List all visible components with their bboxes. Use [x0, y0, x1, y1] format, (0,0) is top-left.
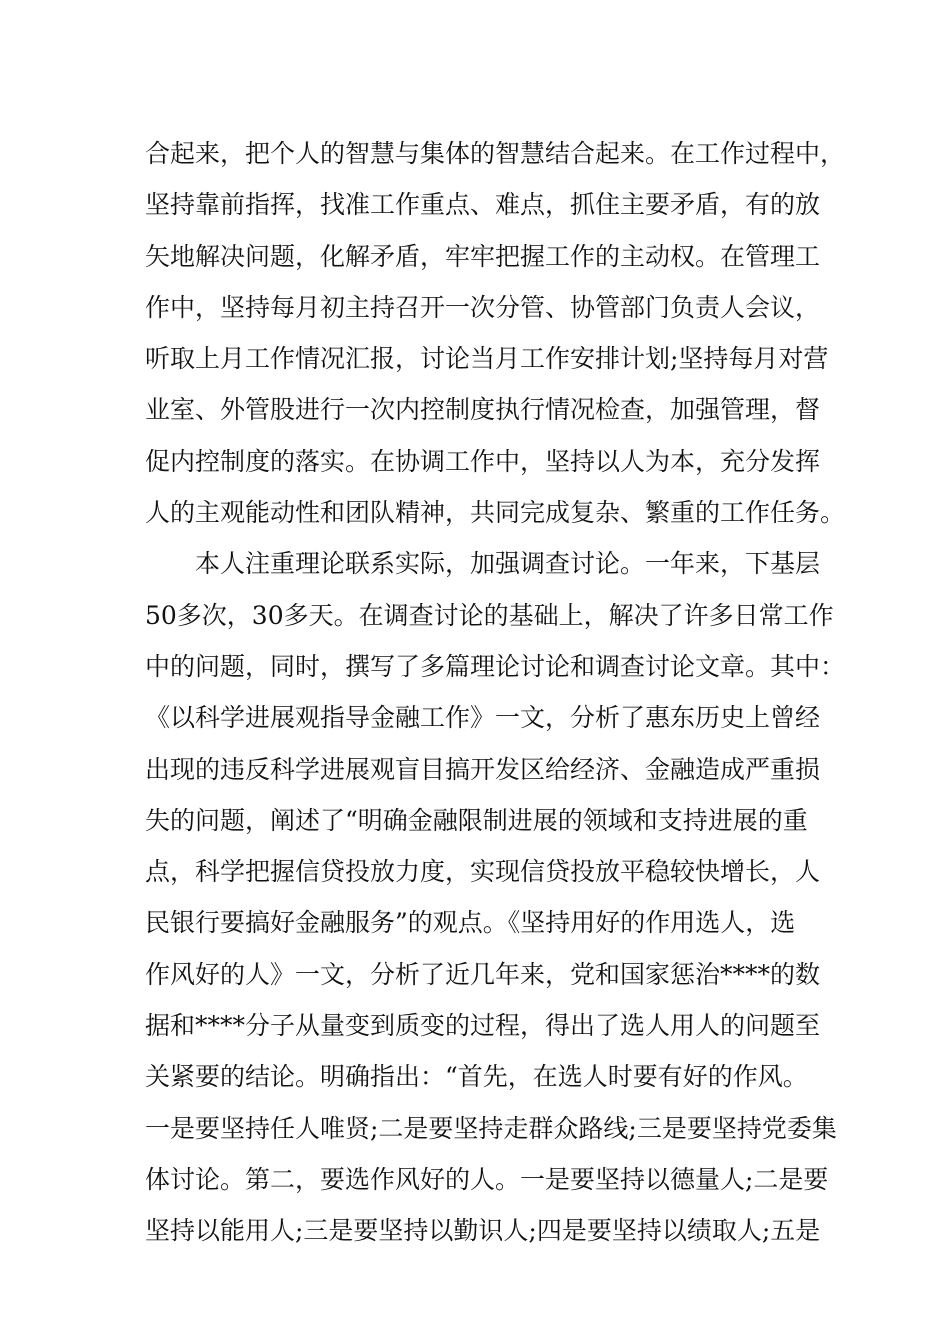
text-line: 50多次，30多天。在调查讨论的基础上，解决了许多日常工作 — [145, 600, 834, 630]
text-line: 体讨论。第二，要选作风好的人。一是要坚持以德量人;二是要 — [145, 1164, 829, 1194]
text-line: 民银行要搞好金融服务”的观点。《坚持用好的作用选人，选 — [145, 908, 796, 938]
text-line: 作中，坚持每月初主持召开一次分管、协管部门负责人会议， — [145, 292, 821, 322]
text-line: 关紧要的结论。明确指出：“首先，在选人时要有好的作风。 — [145, 1062, 808, 1092]
text-line: 点，科学把握信贷投放力度，实现信贷投放平稳较快增长，人 — [145, 857, 821, 887]
text-line: 合起来，把个人的智慧与集体的智慧结合起来。在工作过程中， — [145, 139, 846, 168]
text-line: 一是要坚持任人唯贤;二是要坚持走群众路线;三是要坚持党委集 — [145, 1113, 837, 1143]
text-line: 业室、外管股进行一次内控制度执行情况检查，加强管理，督 — [145, 395, 821, 425]
text-line: 《以科学进展观指导金融工作》一文，分析了惠东历史上曾经 — [145, 703, 821, 733]
text-line: 矢地解决问题，化解矛盾，牢牢把握工作的主动权。在管理工 — [145, 241, 821, 271]
paragraph-start-line: 本人注重理论联系实际，加强调查讨论。一年来，下基层 — [145, 549, 821, 579]
text-line: 中的问题，同时，撰写了多篇理论讨论和调查讨论文章。其中： — [145, 651, 846, 681]
text-line: 人的主观能动性和团队精神，共同完成复杂、繁重的工作任务。 — [145, 498, 846, 528]
text-line: 出现的违反科学进展观盲目搞开发区给经济、金融造成严重损 — [145, 754, 821, 784]
text-line: 促内控制度的落实。在协调工作中，坚持以人为本，充分发挥 — [145, 446, 821, 476]
body-text — [145, 128, 846, 1257]
text-line: 坚持靠前指挥，找准工作重点、难点，抓住主要矛盾，有的放 — [145, 190, 821, 220]
text-line: 失的问题，阐述了“明确金融限制进展的领域和支持进展的重 — [145, 805, 808, 835]
text-line: 作风好的人》一文，分析了近几年来，党和国家惩治****的数 — [145, 959, 821, 989]
text-line: 听取上月工作情况汇报，讨论当月工作安排计划;坚持每月对营 — [145, 344, 829, 374]
text-line: 据和****分子从量变到质变的过程，得出了选人用人的问题至 — [145, 1011, 821, 1041]
text-line: 坚持以能用人;三是要坚持以勤识人;四是要坚持以绩取人;五是 — [145, 1216, 821, 1246]
